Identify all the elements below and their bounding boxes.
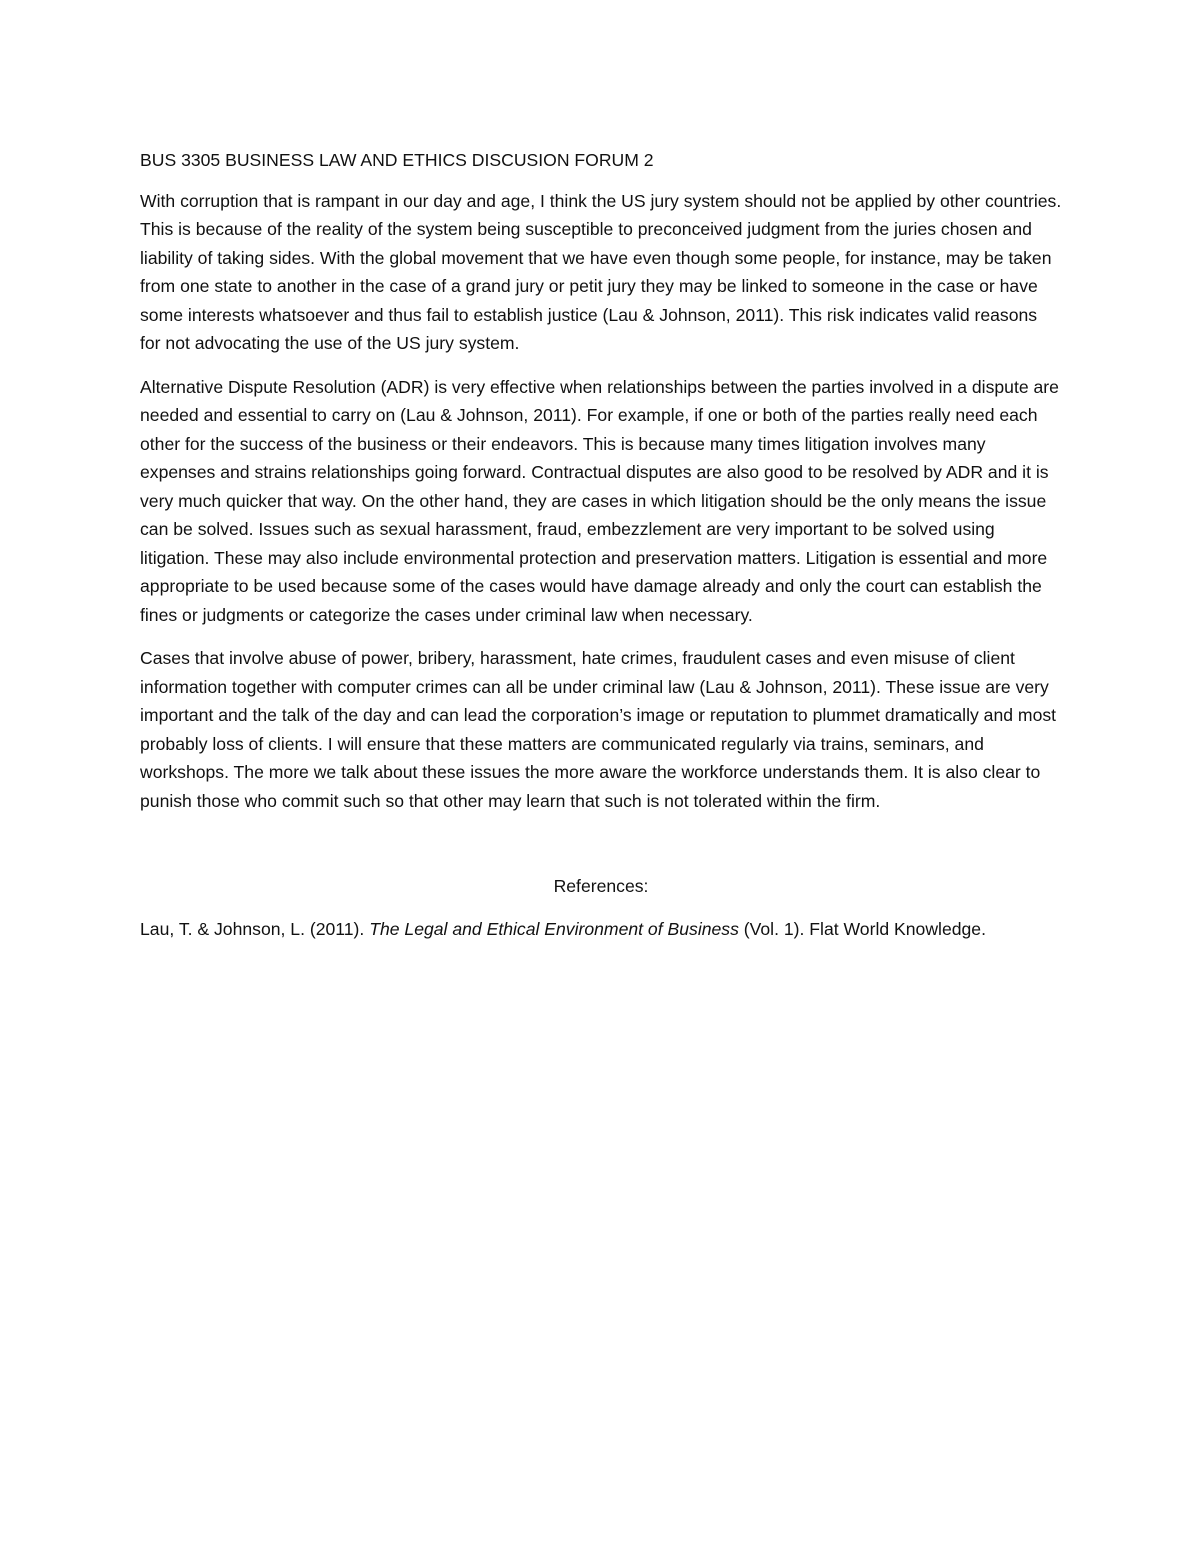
references-heading: References: — [553, 876, 649, 896]
reference-authors: Lau, T. & Johnson, L. (2011). — [140, 918, 370, 939]
document-body — [140, 146, 1062, 943]
reference-book-title: The Legal and Ethical Environment of Business — [369, 918, 739, 939]
reference-entry — [140, 915, 1000, 944]
reference-publication-info: (Vol. 1). Flat World Knowledge. — [738, 918, 986, 939]
paragraph-adr: Alternative Dispute Resolution (ADR) is very effective when relationships between the parties involved in a dispute are needed and essential to carry on (Lau & Johnson, 2011). For example, if one or both of the parties really need each other for the success of the business or their endeavors. This is because many times litigation involves many expenses and strains relationships going forward. Contractual disputes are also good to be resolved by ADR and it is very much quicker that way. On the other hand, they are cases in which litigation should be the only means the issue can be solved. Issues such as sexual harassment, fraud, embezzlement are very important to be solved using litigation. These may also include environmental protection and preservation matters. Litigation is essential and more appropriate to be used because some of the cases would have damage already and only the court can establish the fines or judgments or categorize the cases under criminal law when necessary. — [140, 376, 1059, 625]
paragraph-jury-system: With corruption that is rampant in our day and age, I think the US jury system should not be applied by other countries. This is because of the reality of the system being susceptible to preconceived judgment from the juries chosen and liability of taking sides. With the global movement that we have even though some people, for instance, may be taken from one state to another in the case of a grand jury or petit jury they may be linked to someone in the case or have some interests whatsoever and thus fail to establish justice (Lau & Johnson, 2011). This risk indicates valid reasons for not advocating the use of the US jury system. — [140, 190, 1062, 353]
section-spacer — [140, 830, 1062, 872]
document-title: BUS 3305 BUSINESS LAW AND ETHICS DISCUSION FORUM 2 — [140, 150, 654, 170]
paragraph-criminal-law: Cases that involve abuse of power, bribery, harassment, hate crimes, fraudulent cases and even misuse of client information together with computer crimes can all be under criminal law (Lau & Johnson, 2011). These issue are very important and the talk of the day and can lead the corporation’s image or reputation to plummet dramatically and most probably loss of clients. I will ensure that these matters are communicated regularly via trains, seminars, and workshops. The more we talk about these issues the more aware the workforce understands them. It is also clear to punish those who commit such so that other may learn that such is not tolerated within the firm. — [140, 648, 1057, 811]
